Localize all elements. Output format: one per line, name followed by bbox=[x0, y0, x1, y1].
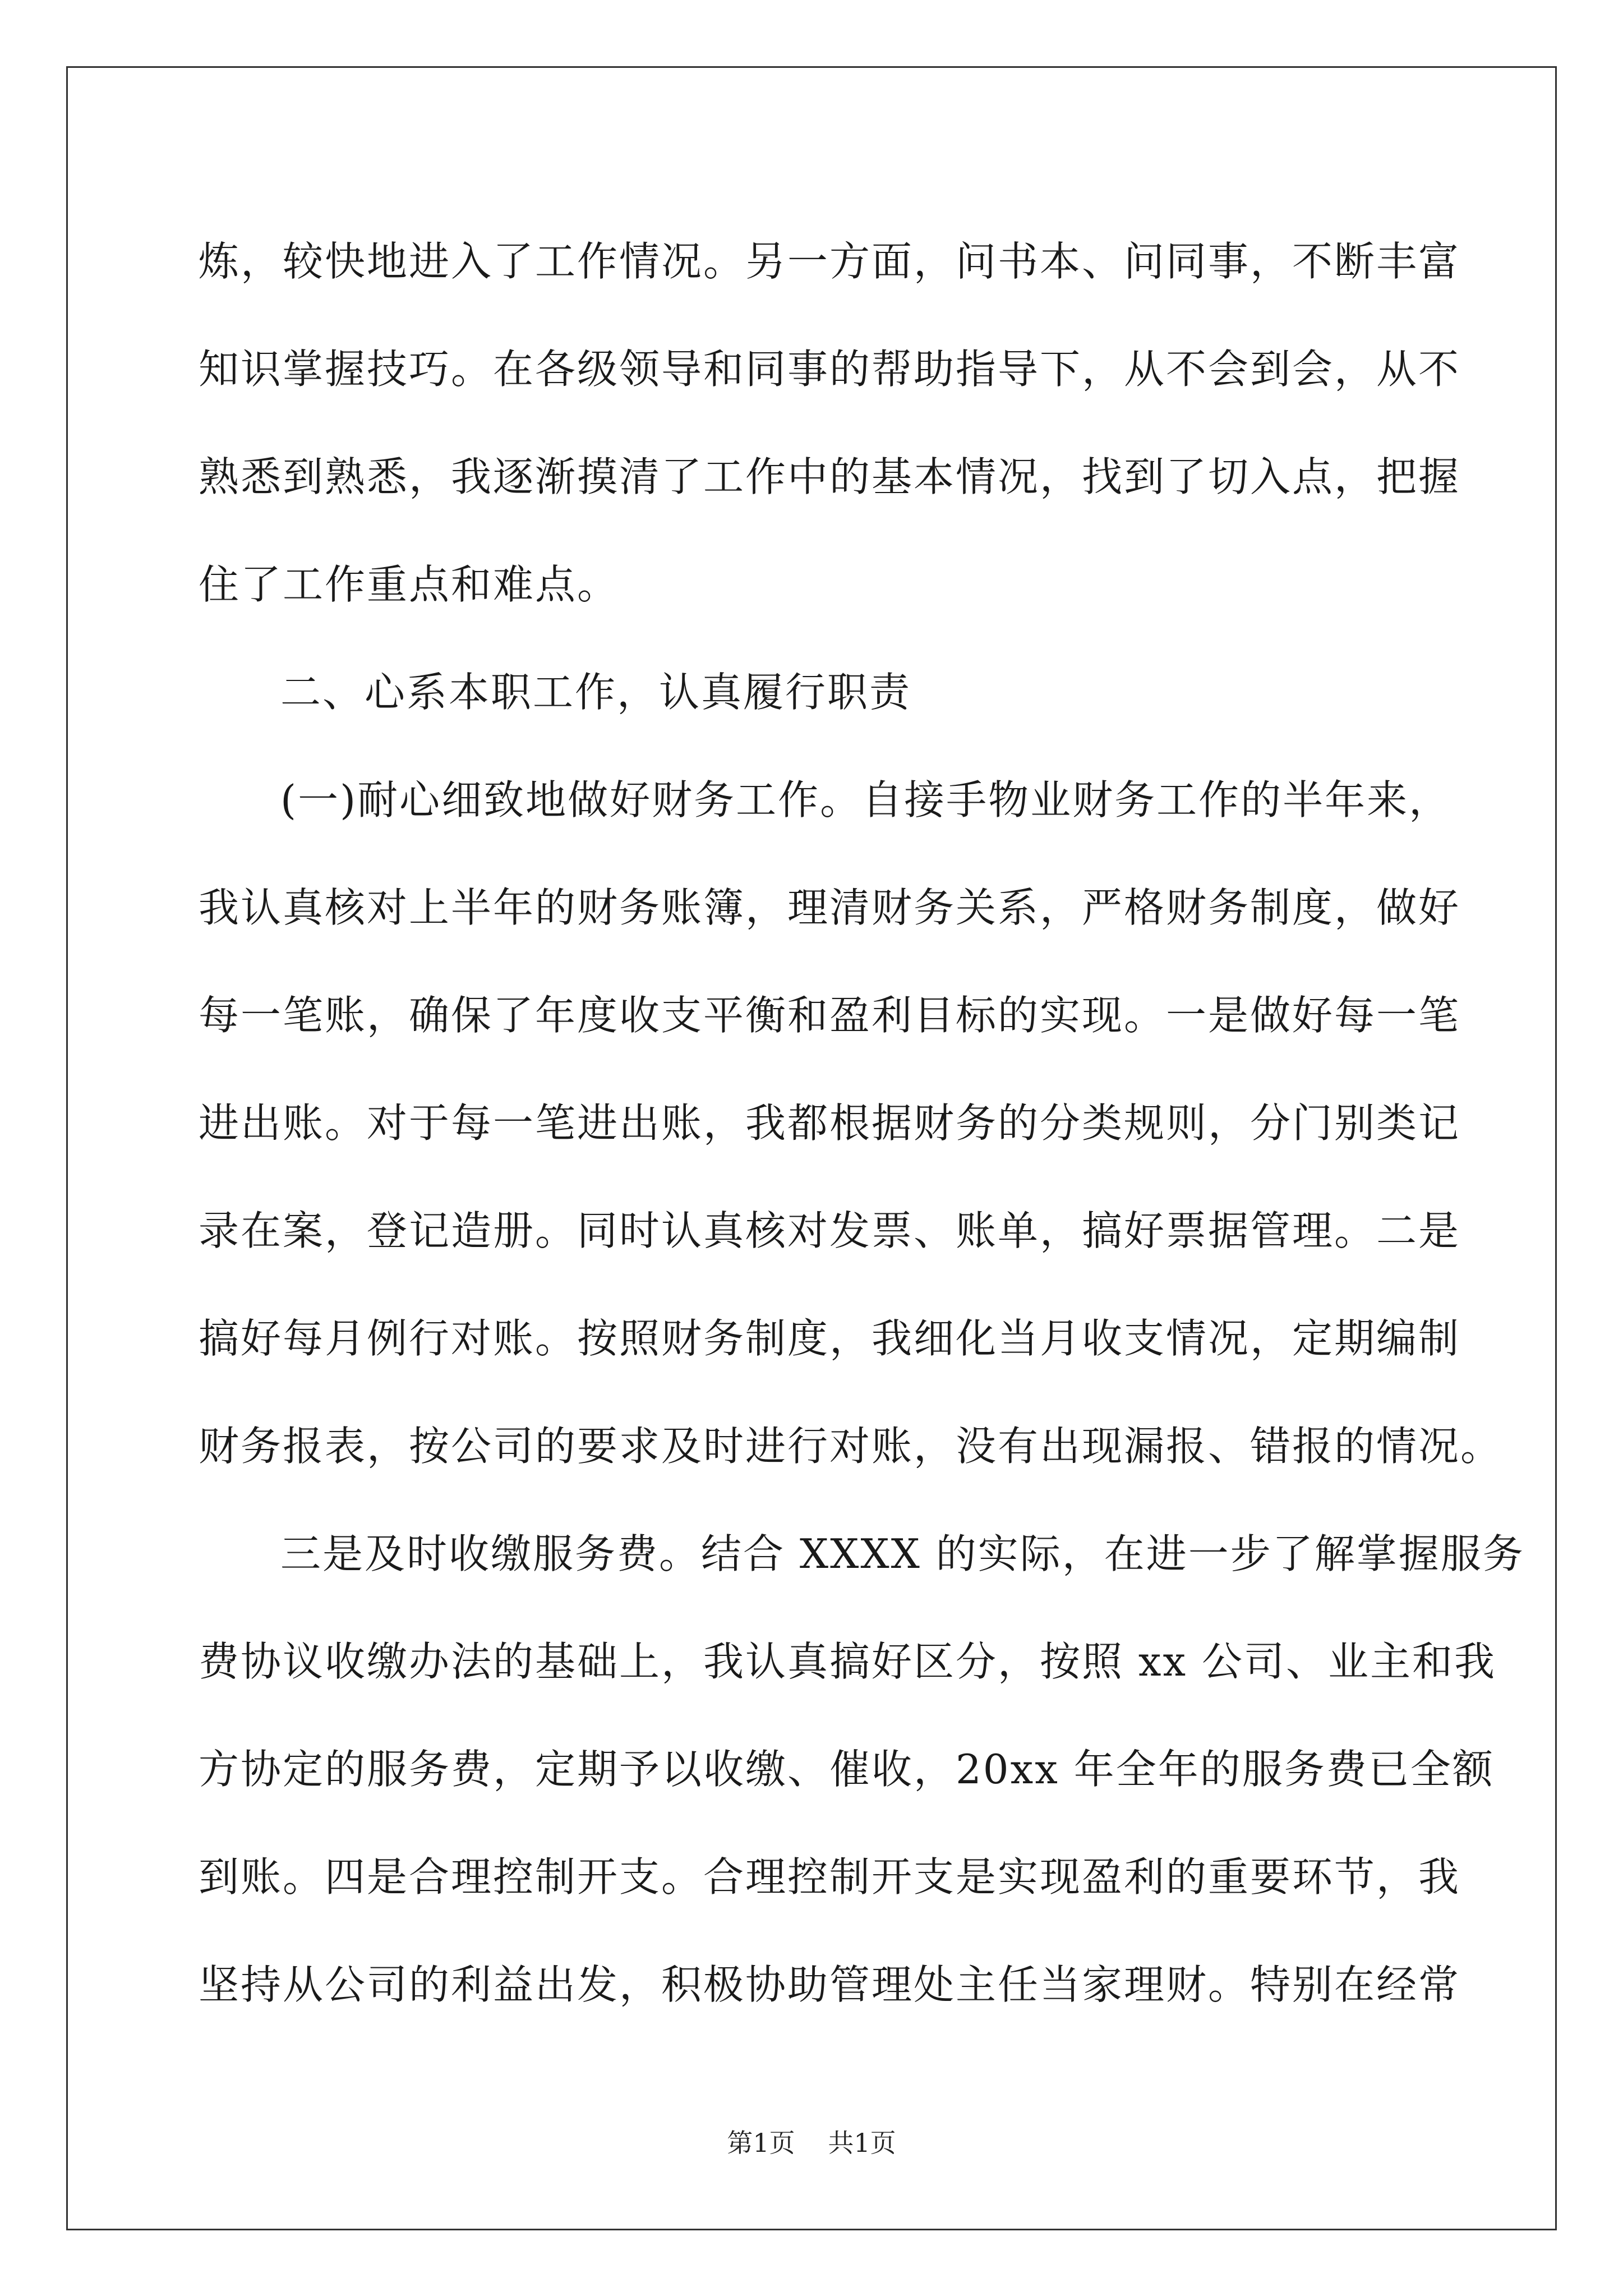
page-number: 第1页 bbox=[727, 2128, 795, 2158]
page-total: 共1页 bbox=[828, 2128, 896, 2158]
text-line: 知识掌握技巧。在各级领导和同事的帮助指导下，从不会到会，从不 bbox=[199, 346, 1461, 393]
text-line: 我认真核对上半年的财务账簿，理清财务关系，严格财务制度，做好 bbox=[199, 884, 1461, 931]
text-line: 炼，较快地进入了工作情况。另一方面，问书本、问同事，不断丰富 bbox=[199, 238, 1461, 285]
section-heading: 二、心系本职工作，认真履行职责 bbox=[280, 669, 912, 716]
text-line: 住了工作重点和难点。 bbox=[199, 561, 620, 608]
text-line: (一)耐心细致地做好财务工作。自接手物业财务工作的半年来， bbox=[280, 776, 1451, 823]
text-line: 财务报表，按公司的要求及时进行对账，没有出现漏报、错报的情况。 bbox=[199, 1423, 1503, 1470]
text-line: 三是及时收缴服务费。结合 XXXX 的实际，在进一步了解掌握服务 bbox=[280, 1530, 1525, 1577]
text-line: 熟悉到熟悉，我逐渐摸清了工作中的基本情况，找到了切入点，把握 bbox=[199, 453, 1461, 500]
text-line: 坚持从公司的利益出发，积极协助管理处主任当家理财。特别在经常 bbox=[199, 1961, 1461, 2008]
text-line: 到账。四是合理控制开支。合理控制开支是实现盈利的重要环节，我 bbox=[199, 1853, 1461, 1901]
text-line: 录在案，登记造册。同时认真核对发票、账单，搞好票据管理。二是 bbox=[199, 1207, 1461, 1254]
text-line: 进出账。对于每一笔进出账，我都根据财务的分类规则，分门别类记 bbox=[199, 1099, 1461, 1147]
text-line: 费协议收缴办法的基础上，我认真搞好区分，按照 xx 公司、业主和我 bbox=[199, 1638, 1496, 1685]
text-line: 每一笔账，确保了年度收支平衡和盈利目标的实现。一是做好每一笔 bbox=[199, 992, 1461, 1039]
page-footer bbox=[0, 2126, 1623, 2160]
text-line: 搞好每月例行对账。按照财务制度，我细化当月收支情况，定期编制 bbox=[199, 1315, 1461, 1362]
text-line: 方协定的服务费，定期予以收缴、催收，20xx 年全年的服务费已全额 bbox=[199, 1746, 1495, 1793]
document-body bbox=[199, 208, 1525, 2039]
